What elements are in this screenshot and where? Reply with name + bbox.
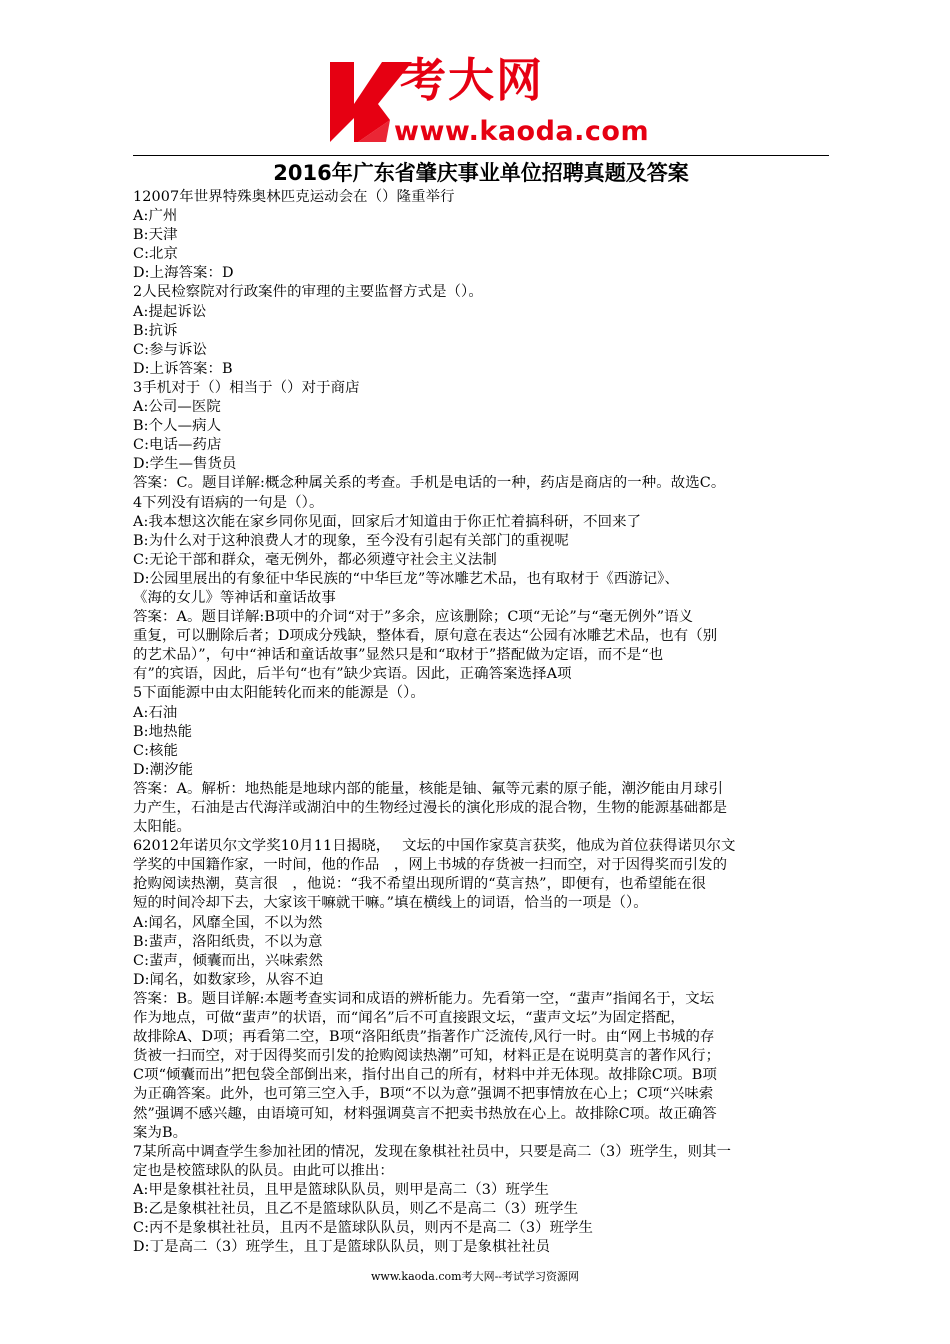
text-line: A:甲是象棋社社员，且甲是篮球队队员，则甲是高二（3）班学生 bbox=[133, 1181, 549, 1198]
logo-url-text: www.kaoda.com bbox=[394, 116, 650, 147]
text-line: 案为B。 bbox=[133, 1124, 188, 1141]
text-line: 为正确答案。此外，也可第三空入手，B项“不以为意”强调不把事情放在心上；C项“兴味索 bbox=[133, 1086, 714, 1103]
text-line: 答案：C。题目详解:概念种属关系的考查。手机是电话的一种，药店是商店的一种。故选C。 bbox=[133, 475, 726, 492]
text-line: 答案：A。解析：地热能是地球内部的能量，核能是铀、氟等元素的原子能，潮汐能由月球引 bbox=[133, 780, 724, 797]
text-line: D:学生—售货员 bbox=[133, 456, 237, 473]
text-line: C:北京 bbox=[133, 246, 179, 263]
text-line: D:上海答案：D bbox=[133, 265, 234, 282]
text-line: 重复，可以删除后者；D项成分残缺，整体看，原句意在表达“公园有冰雕艺术品，也有（别 bbox=[133, 628, 718, 645]
text-line: 故排除A、D项；再看第二空，B项“洛阳纸贵”指著作广泛流传,风行一时。由“网上书城的存 bbox=[133, 1029, 715, 1046]
document-title: 2016年广东省肇庆事业单位招聘真题及答案 bbox=[273, 161, 689, 185]
text-line: 太阳能。 bbox=[133, 819, 191, 836]
text-line: D:丁是高二（3）班学生，且丁是篮球队队员，则丁是象棋社社员 bbox=[133, 1239, 551, 1256]
text-line: 答案：B。题目详解:本题考查实词和成语的辨析能力。先看第一空，“蜚声”指闻名于，文坛 bbox=[133, 990, 715, 1007]
text-line: 力产生，石油是古代海洋或湖泊中的生物经过漫长的演化形成的混合物，生物的能源基础都是 bbox=[133, 800, 728, 816]
text-line: A:石油 bbox=[133, 704, 178, 721]
text-line: C:蜚声，倾囊而出，兴味索然 bbox=[133, 952, 323, 969]
text-line: C:核能 bbox=[133, 742, 179, 759]
text-line: D:上诉答案：B bbox=[133, 360, 233, 377]
text-line: C:参与诉讼 bbox=[133, 341, 208, 358]
text-line: 答案：A。题目详解:B项中的介词“对于”多余，应该删除；C项“无论”与“毫无例外”语义 bbox=[133, 609, 694, 626]
text-line: A:公司—医院 bbox=[133, 399, 221, 416]
text-line: D:闻名，如数家珍，从容不迫 bbox=[133, 971, 324, 988]
text-line: 5下面能源中由太阳能转化而来的能源是（）。 bbox=[133, 685, 425, 702]
page-footer: www.kaoda.com考大网--考试学习资源网 bbox=[370, 1270, 580, 1283]
text-line: C:无论干部和群众，毫无例外，都必须遵守社会主义法制 bbox=[133, 551, 497, 568]
text-line: 4下列没有语病的一句是（）。 bbox=[133, 494, 324, 511]
logo-chinese-text: 考大网 bbox=[400, 53, 544, 107]
text-line: B:蜚声，洛阳纸贵，不以为意 bbox=[133, 933, 323, 950]
text-line: A:闻名，风靡全国，不以为然 bbox=[133, 914, 323, 931]
text-line: B:天津 bbox=[133, 227, 178, 244]
text-line: 7某所高中调查学生参加社团的情况，发现在象棋社社员中，只要是高二（3）班学生，则其一 bbox=[133, 1143, 732, 1160]
text-line: 2人民检察院对行政案件的审理的主要监督方式是（）。 bbox=[133, 284, 483, 301]
text-line: C:丙不是象棋社社员，且丙不是篮球队队员，则丙不是高二（3）班学生 bbox=[133, 1220, 594, 1237]
text-line: B:抗诉 bbox=[133, 322, 178, 339]
text-line: A:提起诉讼 bbox=[133, 303, 207, 320]
text-line: 然”强调不感兴趣，由语境可知，材料强调莫言不把卖书热放在心上。故排除C项。故正确答 bbox=[133, 1105, 717, 1122]
text-line: 12007年世界特殊奥林匹克运动会在（）隆重举行 bbox=[133, 189, 455, 205]
text-line: 短的时间冷却下去，大家该干嘛就干嘛。”填在横线上的词语，恰当的一项是（）。 bbox=[133, 895, 648, 912]
text-line: 的艺术品）”，句中“神话和童话故事”显然只是和“取材于”搭配做为定语，而不是“也 bbox=[133, 647, 664, 664]
text-line: 定也是校篮球队的队员。由此可以推出： bbox=[133, 1162, 394, 1179]
text-line: C:电话—药店 bbox=[133, 437, 222, 454]
text-line: B:为什么对于这种浪费人才的现象，至今没有引起有关部门的重视呢 bbox=[133, 532, 569, 549]
text-line: 62012年诺贝尔文学奖10月11日揭晓， 文坛的中国作家莫言获奖，他成为首位获得诺贝尔文 bbox=[133, 838, 736, 855]
text-line: D:潮汐能 bbox=[133, 761, 194, 778]
text-line: C项“倾囊而出”把包袋全部倒出来，指付出自己的所有，材料中并无体现。故排除C项。B项 bbox=[133, 1067, 717, 1084]
text-line: B:个人—病人 bbox=[133, 418, 222, 435]
text-line: 学奖的中国籍作家，一时间，他的作品 ，网上书城的存货被一扫而空，对于因得奖而引发的 bbox=[133, 857, 728, 874]
text-line: 3手机对于（）相当于（）对于商店 bbox=[133, 379, 360, 396]
text-line: 货被一扫而空，对于因得奖而引发的抢购阅读热潮”可知，材料正是在说明莫言的著作风行； bbox=[133, 1048, 721, 1065]
text-line: B:地热能 bbox=[133, 723, 193, 740]
kaoda-logo bbox=[328, 53, 650, 150]
document-body bbox=[133, 188, 827, 1257]
text-line: D:公园里展出的有象征中华民族的“中华巨龙”等冰雕艺术品，也有取材于《西游记》、 bbox=[133, 570, 679, 587]
text-line: 《海的女儿》等神话和童话故事 bbox=[133, 589, 336, 606]
text-line: 作为地点，可做“蜚声”的状语，而“闻名”后不可直接跟文坛，“蜚声文坛”为固定搭配， bbox=[133, 1010, 685, 1027]
text-line: A:我本想这次能在家乡同你见面，回家后才知道由于你正忙着搞科研，不回来了 bbox=[133, 513, 642, 530]
text-line: 有”的宾语，因此，后半句“也有”缺少宾语。因此，正确答案选择A项 bbox=[133, 666, 572, 683]
text-line: A:广州 bbox=[133, 208, 178, 225]
text-line: 抢购阅读热潮，莫言很 ，他说：“我不希望出现所谓的“莫言热”，即便有，也希望能在很 bbox=[133, 876, 707, 893]
text-line: B:乙是象棋社社员，且乙不是篮球队队员，则乙不是高二（3）班学生 bbox=[133, 1200, 579, 1217]
